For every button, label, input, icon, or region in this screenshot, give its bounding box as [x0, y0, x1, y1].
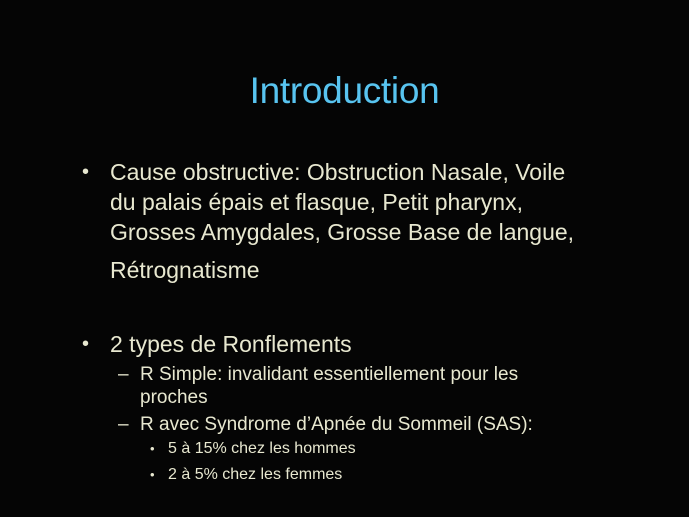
dash-icon: – [118, 414, 129, 435]
sub-bullet-r-simple [82, 363, 662, 409]
bullet-line: 2 types de Ronflements [110, 331, 352, 357]
bullet-dot-icon: • [150, 441, 155, 456]
sub-bullet-line: R avec Syndrome d’Apnée du Sommeil (SAS): [140, 414, 533, 435]
bullet-line: du palais épais et flasque, Petit pharynx, [110, 189, 523, 215]
bullet-dot-icon: • [82, 161, 90, 183]
slide-title: Introduction [249, 70, 440, 111]
bullet-line: Cause obstructive: Obstruction Nasale, Voile [110, 159, 566, 185]
bullet-dot-icon: • [82, 333, 90, 355]
sub-bullet-line: R Simple: invalidant essentiellement pour les [140, 364, 519, 385]
bullet-line: Rétrognatisme [110, 257, 260, 283]
bullet-cause-obstructive [82, 157, 662, 285]
slide-body [82, 157, 662, 488]
bullet-line: Grosses Amygdales, Grosse Base de langue, [110, 219, 575, 245]
sub-bullet-line: proches [140, 387, 208, 408]
sub-sub-bullet-line: 2 à 5% chez les femmes [168, 466, 343, 483]
dash-icon: – [118, 364, 129, 385]
sub-sub-bullet-line: 5 à 15% chez les hommes [168, 440, 356, 457]
bullet-types-ronflements [82, 329, 662, 359]
sub-bullet-r-sas [82, 413, 662, 436]
sub-sub-bullet-hommes [82, 436, 662, 462]
bullet-dot-icon: • [150, 467, 155, 482]
sub-sub-bullet-femmes [82, 462, 662, 488]
